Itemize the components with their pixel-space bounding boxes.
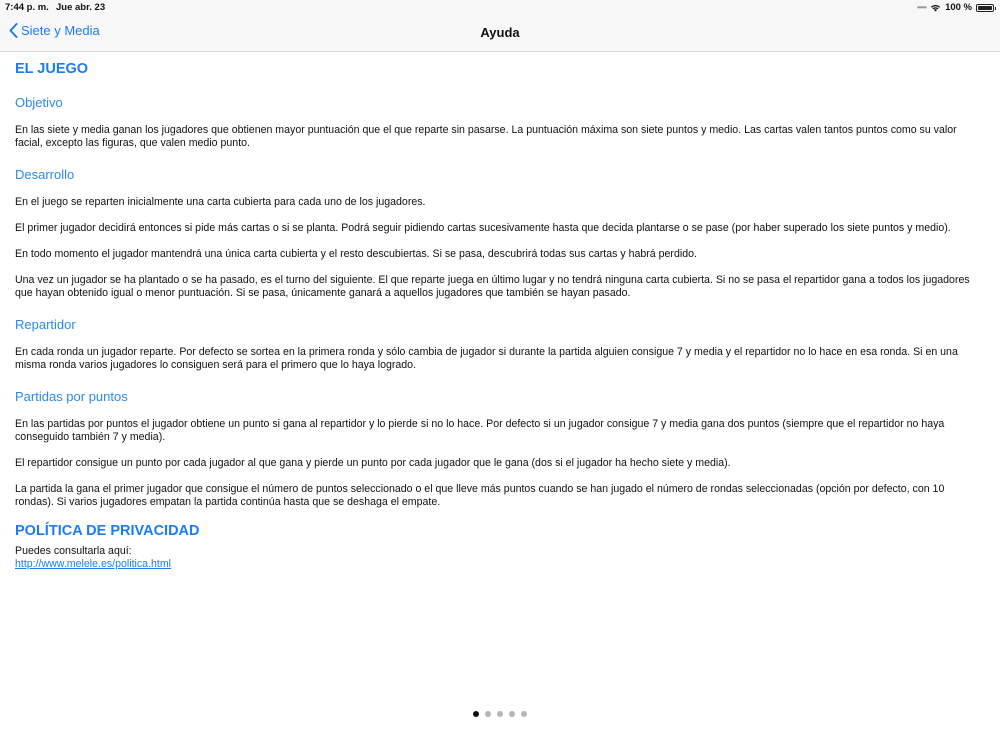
paragraph: En las siete y media ganan los jugadores que obtienen mayor puntuación que el que reparte sin pasarse. La puntuación máxima son siete puntos y medio. Las cartas valen tantos puntos como su valor facial, excepto las figuras, que valen medio punto. bbox=[15, 124, 957, 149]
navigation-bar bbox=[0, 16, 1000, 52]
wifi-icon bbox=[930, 4, 941, 12]
help-content bbox=[15, 52, 985, 571]
page-dot-1[interactable] bbox=[473, 711, 479, 717]
signal-dots-icon: ••••• bbox=[917, 3, 927, 12]
page-title: Ayuda bbox=[480, 25, 520, 40]
paragraph: En todo momento el jugador mantendrá una única carta cubierta y el resto descubiertas. Si se pasa, descubrirá todas sus cartas y habrá perdido. bbox=[15, 248, 697, 260]
page-dot-4[interactable] bbox=[509, 711, 515, 717]
status-right bbox=[917, 2, 994, 13]
page-dot-5[interactable] bbox=[521, 711, 527, 717]
game-heading: EL JUEGO bbox=[15, 61, 89, 77]
battery-icon bbox=[976, 4, 994, 12]
section-title-partidas-por-puntos: Partidas por puntos bbox=[15, 389, 128, 404]
section-title-objetivo: Objetivo bbox=[15, 95, 63, 110]
paragraph: El primer jugador decidirá entonces si pide más cartas o si se planta. Podrá seguir pidiendo cartas sucesivamente hasta que decida plantarse o se pase (por haber superado los siete puntos y medio). bbox=[15, 222, 951, 234]
paragraph: En el juego se reparten inicialmente una carta cubierta para cada uno de los jugadores. bbox=[15, 196, 426, 208]
paragraph: El repartidor consigue un punto por cada jugador al que gana y pierde un punto por cada jugador que le gana (dos si el jugador ha hecho siete y media). bbox=[15, 457, 731, 469]
status-time: 7:44 p. m. bbox=[5, 2, 49, 13]
page-indicator[interactable] bbox=[0, 711, 1000, 717]
privacy-text: Puedes consultarla aquí: bbox=[15, 545, 132, 557]
status-bar bbox=[0, 0, 1000, 16]
status-date: Jue abr. 23 bbox=[56, 2, 106, 13]
paragraph: En cada ronda un jugador reparte. Por defecto se sortea en la primera ronda y sólo cambia de jugador si durante la partida alguien consigue 7 y media y el repartidor no lo hace en esa ronda. Si en una misma ronda varios jugadores lo consiguen será para el primero que lo haya logrado. bbox=[15, 346, 958, 371]
section-title-desarrollo: Desarrollo bbox=[15, 167, 75, 182]
back-button-label: Siete y Media bbox=[21, 23, 100, 38]
paragraph: Una vez un jugador se ha plantado o se ha pasado, es el turno del siguiente. El que reparte juega en último lugar y no tendrá ninguna carta cubierta. Si no se pasa el repartidor gana a todos los jugadores que hayan obtenido igual o menor puntuación. Si se pasa, únicamente ganará a aquellos jugadores que también se hayan pasado. bbox=[15, 274, 970, 299]
page-dot-2[interactable] bbox=[485, 711, 491, 717]
paragraph: En las partidas por puntos el jugador obtiene un punto si gana al repartidor y lo pierde si no lo hace. Por defecto si un jugador consigue 7 y media gana dos puntos (siempre que el repartidor no haya conseguido también 7 y media). bbox=[15, 418, 945, 443]
page-dot-3[interactable] bbox=[497, 711, 503, 717]
privacy-heading: POLÍTICA DE PRIVACIDAD bbox=[15, 523, 200, 539]
privacy-policy-link[interactable]: http://www.melele.es/politica.html bbox=[15, 558, 172, 570]
paragraph: La partida la gana el primer jugador que consigue el número de puntos seleccionado o el que lleve más puntos cuando se han jugado el número de rondas seleccionadas (opción por defecto, con 10 rondas). Si varios jugadores empatan la partida continúa hasta que se deshaga el empate. bbox=[15, 483, 945, 508]
section-title-repartidor: Repartidor bbox=[15, 317, 76, 332]
battery-percent: 100 % bbox=[945, 2, 972, 13]
